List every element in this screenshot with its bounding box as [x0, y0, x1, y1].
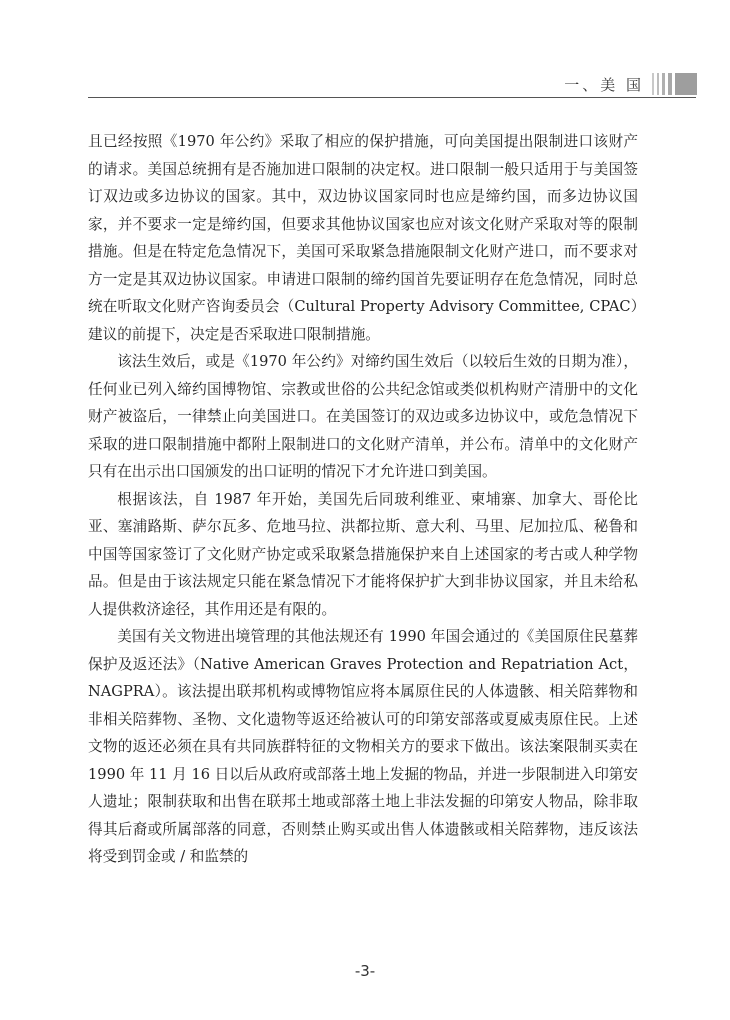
paragraph-4: 美国有关文物进出境管理的其他法规还有 1990 年国会通过的《美国原住民墓葬保护及返还法》（Native American Graves Protection and Repatriation Act，NAGPRA）。该法提出联邦机构或博物馆应将本属原住民的人体遗骸、相关陪葬物和非相关陪葬物、圣物、文化遗物等返还给被认可的印第安部落或夏威夷原住民。上述文物的返还必须在具有共同族群特征的文物相关方的要求下做出。该法案限制买卖在 1990 年 11 月 16 日以后从政府或部落土地上发掘的物品，并进一步限制进入印第安人遗址；限制获取和出售在联邦土地或部落土地上非法发掘的印第安人物品，除非取得其后裔或所属部落的同意，否则禁止购买或出售人体遗骸或相关陪葬物，违反该法将受到罚金或 / 和监禁的 [88, 628, 638, 865]
paragraph-1: 且已经按照《1970 年公约》采取了相应的保护措施，可向美国提出限制进口该财产的请求。美国总统拥有是否施加进口限制的决定权。进口限制一般只适用于与美国签订双边或多边协议的国家。其中，双边协议国家同时也应是缔约国，而多边协议国家，并不要求一定是缔约国，但要求其他协议国家也应对该文化财产采取对等的限制措施。但是在特定危急情况下，美国可采取紧急措施限制文化财产进口，而不要求对方一定是其双边协议国家。申请进口限制的缔约国首先要证明存在危急情况，同时总统在听取文化财产咨询委员会（Cultural Property Advisory Committee, CPAC）建议的前提下，决定是否采取进口限制措施。 [88, 133, 638, 343]
header-rule [88, 97, 696, 98]
paragraph-2: 该法生效后，或是《1970 年公约》对缔约国生效后（以较后生效的日期为准），任何业已列入缔约国博物馆、宗教或世俗的公共纪念馆或类似机构财产清册中的文化财产被盗后，一律禁止向美国进口。在美国签订的双边或多边协议中，或危急情况下采取的进口限制措施中都附上限制进口的文化财产清单，并公布。清单中的文化财产只有在出示出口国颁发的出口证明的情况下才允许进口到美国。 [88, 353, 638, 480]
running-header [0, 70, 730, 100]
section-title: 一、美 国 [564, 76, 644, 94]
body-text [88, 128, 638, 871]
page-number: -3- [354, 962, 376, 980]
paragraph-3: 根据该法，自 1987 年开始，美国先后同玻利维亚、柬埔寨、加拿大、哥伦比亚、塞浦路斯、萨尔瓦多、危地马拉、洪都拉斯、意大利、马里、尼加拉瓜、秘鲁和中国等国家签订了文化财产协定或采取紧急措施保护来自上述国家的考古或人种学物品。但是由于该法规定只能在紧急情况下才能将保护扩大到非协议国家，并且未给私人提供救济途径，其作用还是有限的。 [88, 490, 638, 618]
